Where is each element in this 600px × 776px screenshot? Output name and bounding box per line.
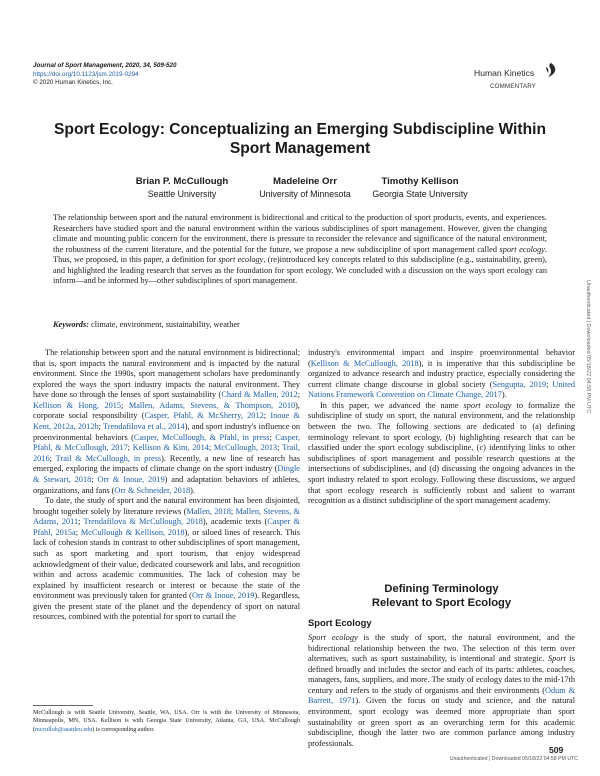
- author-footnote: [33, 709, 300, 734]
- article-type: COMMENTARY: [490, 83, 537, 90]
- author-3: [335, 175, 505, 200]
- abstract-text: . Thus, we proposed, in this paper, a definition for: [53, 244, 547, 265]
- author-affiliation: Seattle University: [147, 189, 217, 199]
- body-paragraph: In this paper, we advanced the name sport ecology to formalize the subdiscipline of study on sport, the natural environment, and the relationship between the two. The following sections are dedicated to (a) defining terminology relevant to sport ecology, (b) highlighting research that can be classified under the sport ecology subdiscipline, (c) identifying links to other subdisciplines of sport management and possible research questions at the intersections of subdisciplines, and (d) discussing the ongoing advances in the sport industry related to sport ecology. Following these discussions, we argued that sport ecology research is sufficiently robust and salient to warrant recognition as a distinct subdiscipline of the sport management academy.: [308, 400, 576, 506]
- citation-link[interactable]: Kellison & Kim, 2014: [132, 443, 209, 453]
- body-paragraph: industry's environmental impact and inspire proenvironmental behavior (Kellison & McCullough, 2018), it is imperative that this subdiscipline be organized to advance research and industry practice, especially considering the current climate change discourse in global society (Sengupta, 2019; United Nations Framework Convention on Climate Change, 2017).: [308, 348, 575, 400]
- italic-term: Sport: [547, 654, 566, 664]
- body-paragraph: To date, the study of sport and the natural environment has been disjointed, brought together solely by literature reviews (Mallen, 2018; Mallen, Stevens, & Adams, 2011; Trendafilova & McCullough, 2018), academic texts (Casper & Pfahl, 2015a; McCullough & Kellison, 2018), or siloed lines of research. This lack of cohesion stands in contrast to other subdisciplines of sport management, such as sport marketing and sport tourism, that enjoy widespread acknowledgment of their value, dedicated coursework and labs, and recognition within and across academic communities. The lack of cohesion may be explained by insufficient research or interest or because the state of the environment was previously taken for granted (Orr & Inoue, 2019). Regardless, given the present state of the planet and the dependency of sport on natural resources, combined with the potential for sport to curtail the: [33, 496, 301, 622]
- abstract-term: sport ecology: [499, 244, 545, 254]
- citation-link[interactable]: Orr & Inoue, 2019: [191, 591, 255, 601]
- body-paragraph: The relationship between sport and the natural environment is bidirectional; that is, sport impacts the natural environment and is impacted by the natural environment. Since the 1990s, sport management scholars have predominantly explored the ways the sport industry impacts the natural environment. They have done so through the lenses of sport sustainability (Chard & Mallen, 2012; Kellison & Hong, 2015; Mallen, Adams, Stevens, & Thompson, 2010), corporate social responsibility (Casper, Pfahl, & McSherry, 2012; Inoue & Kent, 2012a, 2012b; Trendafilova et al., 2014), and sport industry's influence on proenvironmental behaviors (Casper, McCullough, & Pfahl, in press; Casper, Pfahl, & McCullough, 2017; Kellison & Kim, 2014; McCullough, 2013; Trail, 2016; Trail & McCullough, in press). Recently, a new line of research has emerged, exploring the impacts of climate change on the sport industry (Dingle & Stewart, 2018; Orr & Inoue, 2019) and adaptation behaviors of athletes, organizations, and fans (Orr & Schneider, 2018).: [33, 348, 300, 495]
- side-download-text: Unauthenticated | Downloaded 05/18/22 04:58 PM UTC: [585, 280, 591, 414]
- citation-link[interactable]: Mallen, 2018: [186, 506, 231, 516]
- citation-link[interactable]: Orr & Inoue, 2019: [97, 474, 165, 484]
- abstract-text: The relationship between sport and the natural environment is bidirectional and critical to the production of sport products, events, and experiences. Researchers have studied sport and the natural environment within the various subdisciplines of sport management. However, given the changing climate and mounting public concern for the environment, there is pressure to reconsider the relevance and significance of the natural environment, the robustness of the current literature, and the potential for the future, we propose a new subdiscipline of sport management called: [53, 213, 547, 254]
- section-heading: [308, 582, 575, 610]
- abstract: [53, 213, 547, 287]
- body-paragraph: Sport ecology is the study of sport, the natural environment, and the bidirectional relationship between the two. The selection of this term over alternatives, such as sport sustainability, is intentional and strategic. Sport is defined broadly and includes the sector and each of its parts: athletes, coaches, managers, fans, suppliers, and more. The study of ecology dates to the mid-17th century and refers to the study of organisms and their environments (Odum & Barrett, 1971). Given the focus on study and science, and the natural environment, sport ecology was deemed more appropriate than sport sustainability or green sport as an overarching term for this academic subdiscipline, though the latter two are common parlance among industry professionals.: [308, 633, 576, 748]
- citation-link[interactable]: Trendafilova et al., 2014: [102, 422, 185, 432]
- abstract-term: sport ecology: [218, 255, 264, 265]
- citation-link[interactable]: Kellison & McCullough, 2018: [310, 358, 419, 368]
- citation-link[interactable]: Casper & Pfahl, 2015a: [33, 517, 300, 537]
- italic-term: sport ecology: [463, 400, 512, 410]
- download-stamp: Unauthenticated | Downloaded 05/18/22 04:58 PM UTC: [449, 756, 578, 762]
- citation-link[interactable]: McCullough, 2013: [213, 443, 278, 453]
- author-affiliation: University of Minnesota: [259, 189, 351, 199]
- keywords-label: Keywords:: [53, 320, 89, 329]
- citation-link[interactable]: Sengupta, 2019: [492, 379, 547, 389]
- publisher-name: Human Kinetics: [474, 68, 535, 78]
- email-link[interactable]: mcculloh@seattleu.edu: [35, 726, 93, 733]
- side-download-stamp: [580, 280, 594, 700]
- italic-term: Sport ecology: [308, 633, 358, 642]
- author-name: Madeleine Orr: [273, 176, 337, 187]
- author-name: Brian P. McCullough: [135, 176, 229, 187]
- citation-link[interactable]: Trendafilova & McCullough, 2018: [83, 517, 203, 527]
- footnote-text: McCullough is with Seattle University, Seattle, WA, USA. Orr is with the University of Minnesota, Minneapolis, MN, USA. Kellison is with Georgia State University, Atlanta, GA, USA. McCullough (: [33, 710, 300, 733]
- citation-link[interactable]: Trail & McCullough, in press: [55, 453, 162, 463]
- abstract-text: , (re)introduced key concepts related to this subdiscipline (e.g., sustainability, green), and highlighted the leading research that serves as the foundation for sport ecology. We concluded with a discussion on the ways sport ecology can inform—and be informed by—other subdisciplines of sport management.: [53, 255, 548, 286]
- copyright: © 2020 Human Kinetics, Inc.: [33, 79, 113, 87]
- citation-link[interactable]: Kellison & Hong, 2015: [33, 400, 122, 410]
- section-heading-line: Relevant to Sport Ecology: [371, 597, 512, 609]
- right-column-continued: [308, 633, 575, 749]
- citation-link[interactable]: Chard & Mallen, 2012: [221, 390, 298, 400]
- section-heading-line: Defining Terminology: [384, 583, 499, 595]
- subsection-heading: Sport Ecology: [308, 617, 372, 628]
- author-affiliation: Georgia State University: [372, 189, 468, 199]
- citation-link[interactable]: Casper, Pfahl, & McCullough, 2017: [33, 432, 300, 453]
- citation-link[interactable]: Mallen, Adams, Stevens, & Thompson, 2010: [128, 400, 296, 410]
- citation-link[interactable]: Inoue & Kent, 2012a, 2012b: [33, 411, 300, 432]
- right-column: [308, 348, 575, 507]
- keywords-list: climate, environment, sustainability, weather: [88, 320, 240, 329]
- doi-link[interactable]: https://doi.org/10.1123/jsm.2019-0294: [33, 70, 139, 78]
- left-column: [33, 348, 300, 623]
- citation-link[interactable]: United Nations Framework Convention on Climate Change, 2017: [308, 379, 575, 400]
- keywords: [53, 320, 547, 331]
- footnote-text: ) is corresponding author.: [92, 726, 155, 733]
- human-kinetics-logo-icon: [543, 62, 559, 78]
- journal-citation: Journal of Sport Management, 2020, 34, 509-520: [33, 62, 177, 69]
- citation-link[interactable]: Dingle & Stewart, 2018: [33, 464, 300, 484]
- page-number: 509: [549, 745, 564, 755]
- citation-link[interactable]: Trail, 2016: [33, 443, 300, 463]
- author-name: Timothy Kellison: [381, 176, 459, 187]
- citation-link[interactable]: Mallen, Stevens, & Adams, 2011: [33, 506, 300, 527]
- journal-header: [33, 62, 176, 88]
- citation-link[interactable]: Casper, McCullough, & Pfahl, in press: [133, 432, 270, 442]
- citation-link[interactable]: McCullough & Kellison, 2018: [80, 527, 185, 537]
- article-title: Sport Ecology: Conceptualizing an Emerging Subdiscipline Within Sport Management: [54, 121, 546, 157]
- citation-link[interactable]: Casper, Pfahl, & McSherry, 2012: [144, 411, 264, 421]
- citation-link[interactable]: Orr & Schneider, 2018: [114, 485, 191, 495]
- citation-link[interactable]: Odum & Barrett, 1971: [308, 685, 575, 706]
- footnote-divider: [33, 705, 93, 706]
